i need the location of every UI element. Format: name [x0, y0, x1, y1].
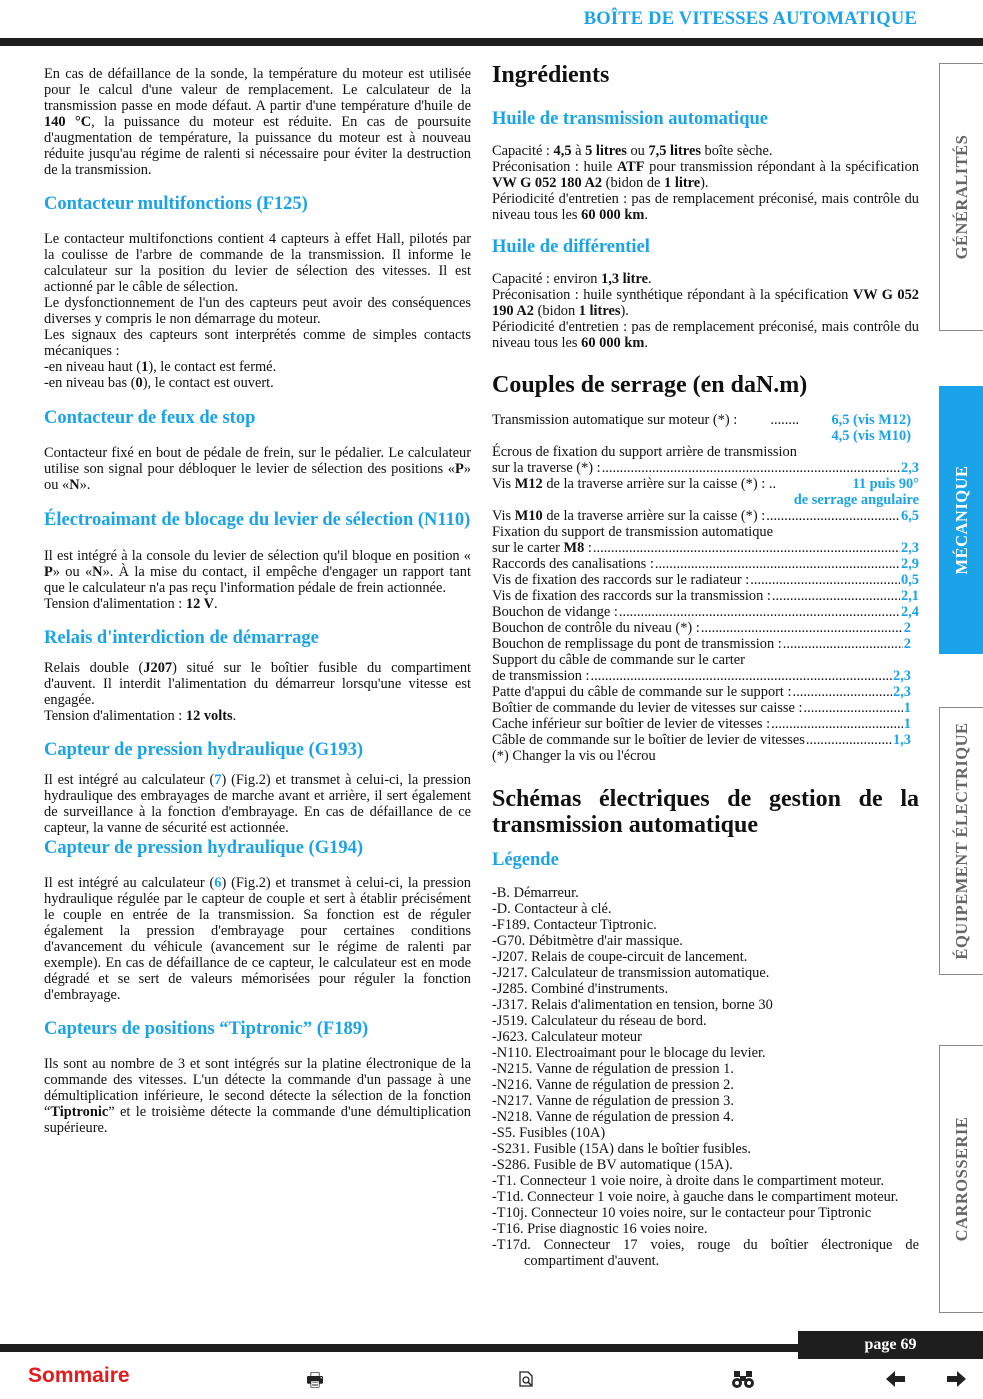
paragraph: Il est intégré au calculateur (7) (Fig.2) et transmet à celui-ci, la pression hydraulique des embrayages de marche avant et arrière, il sert également de surveillance à la fonction d'embrayage. En cas de défaillance de ce capteur, la vanne de sécurité est actionnée.: [44, 772, 471, 836]
legend-item: -D. Contacteur à clé.: [492, 901, 612, 917]
paragraph: Ils sont au nombre de 3 et sont intégrés sur la platine électronique de la commande des vitesses. L'un détecte la commande d'un passage à une démultiplication inférieure, le second détecte la sélection de la fonction “Tiptronic” et le troisième détecte la commande d'une démultiplication supérieure.: [44, 1056, 471, 1136]
paragraph: Contacteur fixé en bout de pédale de frein, sur le pédalier. Le calculateur utilise son signal pour débloquer le levier de sélection des positions «P» ou «N».: [44, 445, 471, 493]
intro-paragraph: En cas de défaillance de la sonde, la température du moteur est utilisée pour le calcul d'une valeur de remplacement. Le calculateur de la transmission passe en mode défaut. A partir d'une température d'huile de 140 °C, la puissance du moteur est réduite. En cas de poursuite d'augmentation de température, la puissance du moteur est à nouveau réduite jusqu'au régime de ralenti si nécessaire pour éviter la destruction de la transmission.: [44, 66, 471, 178]
torque-row: sur le carter M8 : ..... 2,3: [492, 540, 919, 556]
legend-item: -S231. Fusible (15A) dans le boîtier fusibles.: [492, 1141, 752, 1157]
diff-section: [492, 271, 919, 351]
next-arrow-icon[interactable]: [946, 1370, 966, 1392]
tab-label: CARROSSERIE: [951, 1116, 971, 1242]
zoom-icon[interactable]: [517, 1370, 535, 1393]
tab-label: GÉNÉRALITÉS: [951, 134, 971, 260]
page-number: page 69: [798, 1331, 983, 1359]
torque-row: Cache inférieur sur boîtier de levier de vitesses : ..... 1: [492, 716, 919, 732]
diff-title: Huile de différentiel: [492, 237, 650, 257]
paragraph: Les signaux des capteurs sont interprétés comme de simples contacts mécaniques :: [44, 327, 471, 359]
torque-row: Câble de commande sur le boîtier de levier de vitesses ..... 1,3: [492, 732, 919, 748]
torque-row: Vis M12 de la traverse arrière sur la caisse (*) : .. 11 puis 90°: [492, 476, 919, 492]
torque-row: Fixation du support de transmission automatique: [492, 524, 773, 540]
paragraph: Il est intégré à la console du levier de sélection qu'il bloque en position « P» ou «N». À la mise du contact, il empêche d'engager un rapport tant que le calculateur n'a pas reçu l'information pédale de frein actionnée.: [44, 548, 471, 596]
legend-item: -N216. Vanne de régulation de pression 2.: [492, 1077, 734, 1093]
torque-value: 4,5 (vis M10): [831, 428, 911, 444]
torque-title: Couples de serrage (en daN.m): [492, 372, 808, 398]
paragraph: -en niveau haut (1), le contact est fermé.: [44, 359, 277, 375]
section-title-f189: Capteurs de positions “Tiptronic” (F189): [44, 1019, 369, 1039]
atf-title: Huile de transmission automatique: [492, 109, 768, 129]
legend-item: -N217. Vanne de régulation de pression 3.: [492, 1093, 734, 1109]
section-title-g193: Capteur de pression hydraulique (G193): [44, 740, 363, 760]
legend-title: Légende: [492, 850, 559, 870]
torque-row: Bouchon de contrôle du niveau (*) : ..... 2: [492, 620, 919, 636]
right-column: [492, 62, 919, 1269]
torque-row: Patte d'appui du câble de commande sur le support : ..... 2,3: [492, 684, 919, 700]
legend-item: -J285. Combiné d'instruments.: [492, 981, 669, 997]
torque-row: de transmission : ..... 2,3: [492, 668, 919, 684]
legend-item: -T1d. Connecteur 1 voie noire, à gauche dans le compartiment moteur.: [492, 1189, 899, 1205]
section-title-n110: Électroaimant de blocage du levier de sélection (N110): [44, 510, 471, 530]
legend-list: [492, 885, 919, 1269]
paragraph: Périodicité d'entretien : pas de remplacement préconisé, mais contrôle du niveau tous les 60 000 km.: [492, 191, 919, 223]
torque-row: Transmission automatique sur moteur (*) : ..... 6,5 (vis M12): [492, 412, 919, 428]
paragraph: Capacité : environ 1,3 litre.: [492, 271, 652, 287]
legend-item: -F189. Contacteur Tiptronic.: [492, 917, 657, 933]
legend-item: -J217. Calculateur de transmission automatique.: [492, 965, 770, 981]
paragraph: Périodicité d'entretien : pas de remplacement préconisé, mais contrôle du niveau tous les 60 000 km.: [492, 319, 919, 351]
legend-item: -G70. Débitmètre d'air massique.: [492, 933, 683, 949]
legend-item: -J519. Calculateur du réseau de bord.: [492, 1013, 707, 1029]
paragraph: Le dysfonctionnement de l'un des capteurs peut avoir des conséquences diverses y compris le non démarrage du moteur.: [44, 295, 471, 327]
tab-mecanique[interactable]: [939, 386, 983, 654]
section-title-g194: Capteur de pression hydraulique (G194): [44, 838, 363, 858]
torque-row: Vis de fixation des raccords sur le radiateur : ..... 0,5: [492, 572, 919, 588]
legend-item: -T10j. Connecteur 10 voies noire, sur le contacteur pour Tiptronic: [492, 1205, 872, 1221]
legend-item: -N110. Electroaimant pour le blocage du levier.: [492, 1045, 766, 1061]
schemas-title: Schémas électriques de gestion de la transmission automatique: [492, 786, 919, 838]
section-title-relais: Relais d'interdiction de démarrage: [44, 628, 319, 648]
legend-item: -J317. Relais d'alimentation en tension, borne 30: [492, 997, 773, 1013]
torque-row: Bouchon de vidange : ..... 2,4: [492, 604, 919, 620]
paragraph: Capacité : 4,5 à 5 litres ou 7,5 litres boîte sèche.: [492, 143, 773, 159]
page-header-title: BOÎTE DE VITESSES AUTOMATIQUE: [583, 9, 917, 29]
legend-item: -J207. Relais de coupe-circuit de lancement.: [492, 949, 748, 965]
paragraph: Préconisation : huile synthétique répondant à la spécification VW G 052 190 A2 (bidon 1 litres).: [492, 287, 919, 319]
legend-item: -N218. Vanne de régulation de pression 4.: [492, 1109, 734, 1125]
paragraph: Il est intégré au calculateur (6) (Fig.2) et transmet à celui-ci, la pression hydraulique régulée par le capteur de couple et sert à établir précisément le couple en entrée de la transmission. Sa fonction est de réguler également la pression d'embrayage pour certaines conditions d'avancement du véhicule (avancement sur le régime de ralenti par exemple). En cas de défaillance de ce capteur, le calculateur est en mode dégradé et se sert de valeurs mémorisées pour réguler la fonction d'embrayage.: [44, 875, 471, 1003]
left-column: [44, 66, 471, 1136]
paragraph: Relais double (J207) situé sur le boîtier fusible du compartiment d'auvent. Il interdit l'alimentation du démarreur lorsqu'une vitesse est engagée.: [44, 660, 472, 708]
legend-item: -S286. Fusible de BV automatique (15A).: [492, 1157, 733, 1173]
legend-item: -T17d. Connecteur 17 voies, rouge du boîtier électronique de compartiment d'auvent.: [492, 1237, 919, 1269]
torque-value: de serrage angulaire: [793, 492, 919, 508]
torque-row: Support du câble de commande sur le carter: [492, 652, 745, 668]
atf-section: [492, 143, 919, 223]
print-icon[interactable]: 🖶: [306, 1369, 324, 1391]
tab-carrosserie[interactable]: [939, 1045, 983, 1313]
section-title-f125: Contacteur multifonctions (F125): [44, 194, 308, 214]
paragraph: -en niveau bas (0), le contact est ouvert.: [44, 375, 274, 391]
tab-equipement-electrique[interactable]: [939, 707, 983, 975]
tab-label: MÉCANIQUE: [951, 465, 971, 575]
paragraph: Tension d'alimentation : 12 V.: [44, 596, 218, 612]
section-n110: [44, 548, 471, 612]
section-relais: [44, 660, 471, 724]
tab-label: ÉQUIPEMENT ÉLECTRIQUE: [951, 722, 971, 960]
torque-list: [492, 412, 919, 764]
section-title-stop: Contacteur de feux de stop: [44, 408, 256, 428]
legend-item: -B. Démarreur.: [492, 885, 579, 901]
paragraph: Tension d'alimentation : 12 volts.: [44, 708, 237, 724]
paragraph: Le contacteur multifonctions contient 4 capteurs à effet Hall, pilotés par la coulisse de l'arbre de commande de la transmission. Il informe le calculateur sur la position du levier de sélection des vitesses. Il est actionné par le câble de sélection.: [44, 231, 471, 295]
ingredients-title: Ingrédients: [492, 62, 610, 88]
legend-item: -T1. Connecteur 1 voie noire, à droite dans le compartiment moteur.: [492, 1173, 885, 1189]
legend-item: -S5. Fusibles (10A): [492, 1125, 606, 1141]
sommaire-link[interactable]: Sommaire: [28, 1364, 130, 1387]
tab-generalites[interactable]: [939, 63, 983, 331]
torque-row: Bouchon de remplissage du pont de transmission : ..... 2: [492, 636, 919, 652]
torque-row: sur la traverse (*) : ..... 2,3: [492, 460, 919, 476]
torque-note: (*) Changer la vis ou l'écrou: [492, 748, 656, 764]
legend-item: -J623. Calculateur moteur: [492, 1029, 642, 1045]
legend-item: -N215. Vanne de régulation de pression 1.: [492, 1061, 734, 1077]
torque-row: Boîtier de commande du levier de vitesses sur caisse : ..... 1: [492, 700, 919, 716]
torque-row: Écrous de fixation du support arrière de transmission: [492, 444, 797, 460]
legend-item: -T16. Prise diagnostic 16 voies noire.: [492, 1221, 708, 1237]
search-icon[interactable]: [731, 1370, 755, 1394]
section-f125: [44, 231, 471, 391]
header-rule: [0, 38, 983, 46]
prev-arrow-icon[interactable]: [886, 1370, 906, 1392]
torque-row: Vis de fixation des raccords sur la transmission : ..... 2,1: [492, 588, 919, 604]
torque-row: Raccords des canalisations : ..... 2,9: [492, 556, 919, 572]
torque-row: Vis M10 de la traverse arrière sur la caisse (*) : ..... 6,5: [492, 508, 919, 524]
paragraph: Préconisation : huile ATF pour transmission répondant à la spécification VW G 052 180 A2 (bidon de 1 litre).: [492, 159, 919, 191]
